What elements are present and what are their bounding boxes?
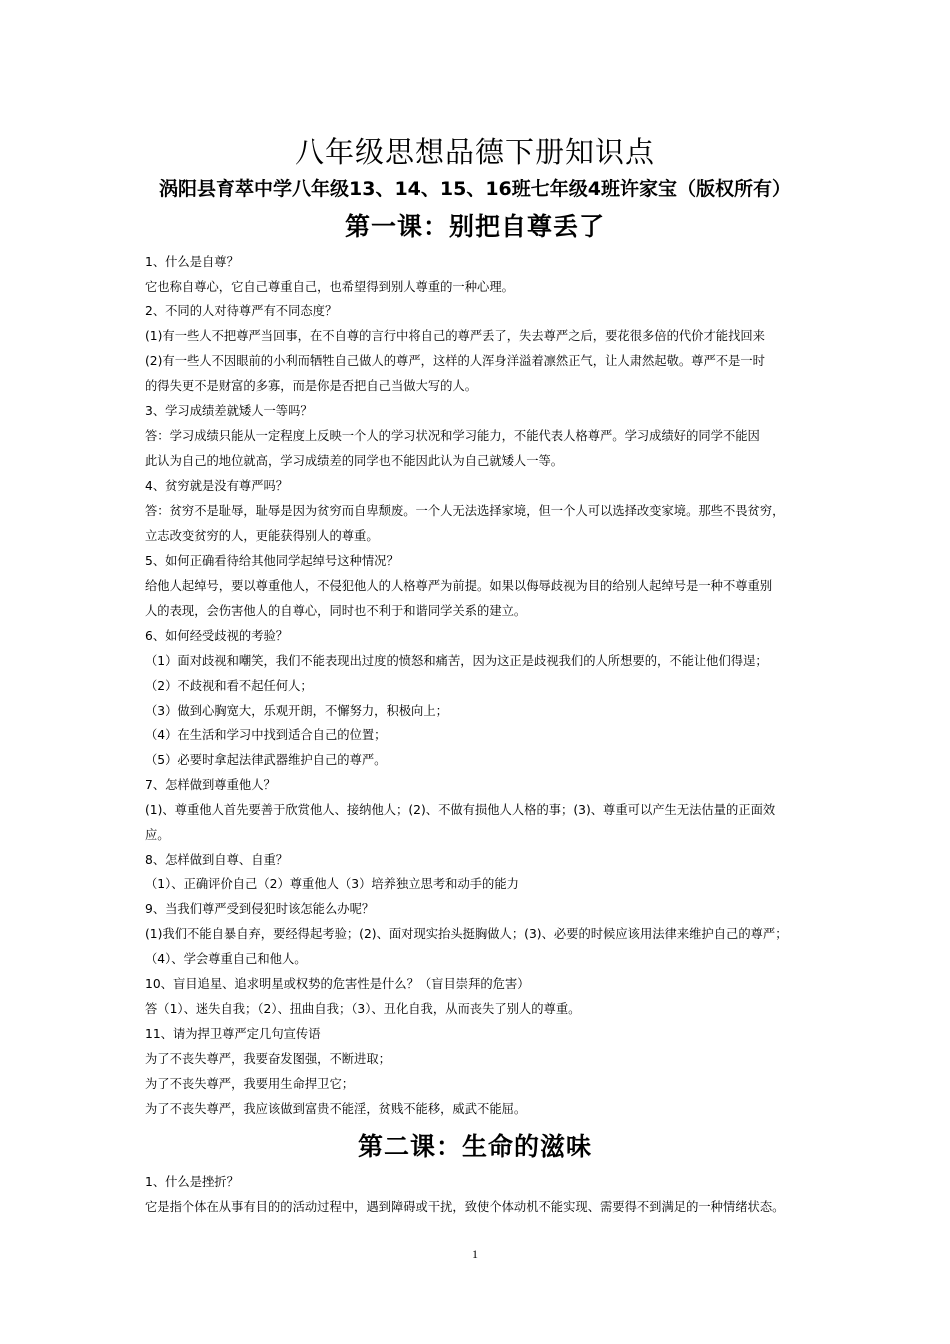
main-title: 八年级思想品德下册知识点 <box>295 135 656 169</box>
text-line: 应。 <box>145 828 170 842</box>
text-line: 为了不丧失尊严，我要用生命捍卫它； <box>145 1077 355 1091</box>
text-line: （4）、学会尊重自己和他人。 <box>145 952 307 966</box>
text-line: 此认为自己的地位就高，学习成绩差的同学也不能因此认为自己就矮人一等。 <box>145 454 564 468</box>
text-line: 答（1）、迷失自我；（2）、扭曲自我；（3）、丑化自我，从而丧失了别人的尊重。 <box>145 1002 581 1016</box>
page-number: 1 <box>472 1247 478 1261</box>
text-line: 7、怎样做到尊重他人？ <box>145 778 276 792</box>
text-line: 答：学习成绩只能从一定程度上反映一个人的学习状况和学习能力，不能代表人格尊严。学习成绩好的同学不能因 <box>145 429 760 443</box>
text-line: (1)我们不能自暴自弃，要经得起考验；(2)、面对现实抬头挺胸做人；(3)、必要的时候应该用法律来维护自己的尊严； <box>145 927 788 941</box>
text-line: 9、当我们尊严受到侵犯时该怎能么办呢？ <box>145 902 375 916</box>
text-line: 2、不同的人对待尊严有不同态度？ <box>145 304 338 318</box>
text-line: （3）做到心胸宽大，乐观开朗，不懈努力，积极向上； <box>145 704 448 718</box>
text-line: 1、什么是自尊？ <box>145 255 239 269</box>
text-line: 3、学习成绩差就矮人一等吗？ <box>145 404 313 418</box>
text-line: 它也称自尊心，它自己尊重自己，也希望得到别人尊重的一种心理。 <box>145 280 514 294</box>
text-line: 8、怎样做到自尊、自重？ <box>145 853 289 867</box>
text-line: 5、如何正确看待给其他同学起绰号这种情况？ <box>145 554 399 568</box>
lesson-1-title: 第一课：别把自尊丢了 <box>345 212 606 241</box>
text-line: 4、贫穷就是没有尊严吗？ <box>145 479 289 493</box>
subtitle: 涡阳县育萃中学八年级13、14、15、16班七年级4班许家宝（版权所有） <box>159 178 791 200</box>
text-line: （2）不歧视和看不起任何人； <box>145 679 313 693</box>
text-line: 答：贫穷不是耻辱，耻辱是因为贫穷而自卑颓废。一个人无法选择家境，但一个人可以选择改变家境。那些不畏贫穷， <box>145 504 785 518</box>
text-line: 的得失更不是财富的多寡，而是你是否把自己当做大写的人。 <box>145 379 478 393</box>
text-line: 它是指个体在从事有目的的活动过程中，遇到障碍或干扰，致使个体动机不能实现、需要得不到满足的一种情绪状态。 <box>145 1200 785 1214</box>
text-line: 为了不丧失尊严，我要奋发图强，不断进取； <box>145 1052 391 1066</box>
text-line: （5）必要时拿起法律武器维护自己的尊严。 <box>145 753 387 767</box>
text-line: (1)有一些人不把尊严当回事，在不自尊的言行中将自己的尊严丢了，失去尊严之后，要花很多倍的代价才能找回来 <box>145 329 765 343</box>
text-line: （1）、正确评价自己（2）尊重他人（3）培养独立思考和动手的能力 <box>145 877 519 891</box>
text-line: （1）面对歧视和嘲笑，我们不能表现出过度的愤怒和痛苦，因为这正是歧视我们的人所想要的，不能让他们得逞； <box>145 654 768 668</box>
text-line: 给他人起绰号，要以尊重他人，不侵犯他人的人格尊严为前提。如果以侮辱歧视为目的给别人起绰号是一种不尊重别 <box>145 579 773 593</box>
text-line: 11、请为捍卫尊严定几句宣传语 <box>145 1027 321 1041</box>
text-line: （4）在生活和学习中找到适合自己的位置； <box>145 728 387 742</box>
text-line: 6、如何经受歧视的考验？ <box>145 629 289 643</box>
text-line: 10、盲目追星、追求明星或权势的危害性是什么？（盲目崇拜的危害） <box>145 977 530 991</box>
text-line: 人的表现，会伤害他人的自尊心，同时也不利于和谐同学关系的建立。 <box>145 604 527 618</box>
text-line: 立志改变贫穷的人，更能获得别人的尊重。 <box>145 529 379 543</box>
text-line: (1)、尊重他人首先要善于欣赏他人、接纳他人；(2)、不做有损他人人格的事；(3)、尊重可以产生无法估量的正面效 <box>145 803 776 817</box>
text-line: 1、什么是挫折？ <box>145 1175 239 1189</box>
text-line: (2)有一些人不因眼前的小利而牺牲自己做人的尊严，这样的人浑身洋溢着凛然正气，让人肃然起敬。尊严不是一时 <box>145 354 765 368</box>
lesson-2-title: 第二课：生命的滋味 <box>358 1132 593 1161</box>
text-line: 为了不丧失尊严，我应该做到富贵不能淫，贫贱不能移，威武不能屈。 <box>145 1102 527 1116</box>
